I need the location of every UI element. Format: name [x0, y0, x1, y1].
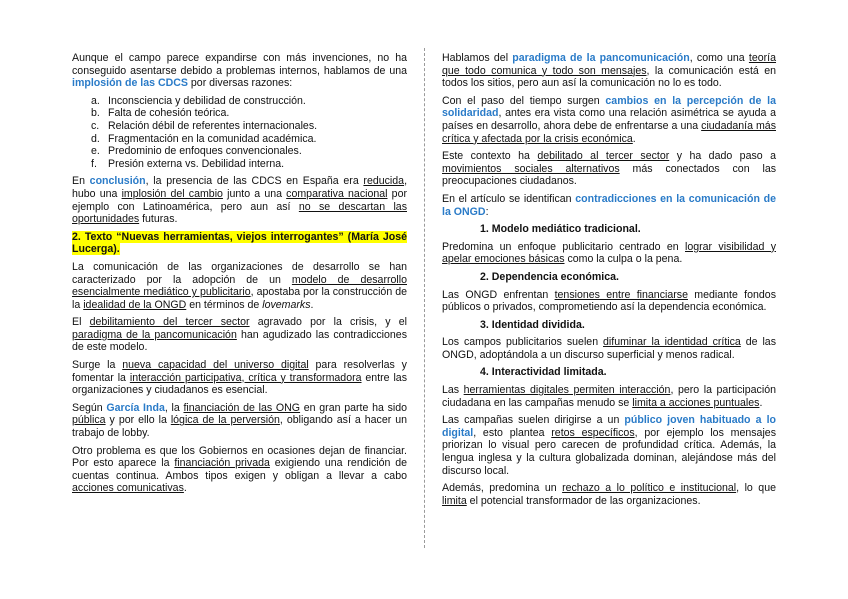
section-heading: 2. Texto “Nuevas herramientas, viejos interrogantes” (María José Lucerga).: [72, 230, 407, 256]
paragraph: La comunicación de las organizaciones de desarrollo se han caracterizado por la adopción de un modelo de desarrollo esencialmente mediático y publicitario, apostaba por la construcción de la idealidad de la ONGD en términos de lovemarks.: [72, 260, 408, 311]
right-column: [442, 52, 776, 512]
subheading: 3. Identidad dividida.: [480, 318, 585, 331]
keyword: contradicciones en la comunicación de la ONGD: [442, 192, 776, 218]
list-item: f. Presión externa vs. Debilidad interna.: [91, 157, 285, 170]
paragraph: Hablamos del paradigma de la pancomunicación, como una teoría que todo comunica y todo son mensajes, la comunicación está en todos los sitios, pero aun así la comunicación no lo es todo.: [442, 52, 777, 90]
list-item: d. Fragmentación en la comunidad académica.: [91, 132, 317, 145]
keyword: público joven habituado a lo digital: [442, 414, 776, 439]
subheading: 4. Interactividad limitada.: [480, 366, 607, 379]
reasons-list: [72, 95, 407, 171]
paragraph: Aunque el campo parece expandirse con más invenciones, no ha conseguido asentarse debido a problemas internos, hablamos de una implosión de las CDCS por diversas razones:: [72, 52, 407, 90]
list-item: c. Relación débil de referentes internacionales.: [91, 119, 318, 132]
paragraph: Las herramientas digitales permiten interacción, pero la participación ciudadana en las campañas menudo se limita a acciones puntuales.: [442, 384, 776, 409]
list-item: e. Predominio de enfoques convencionales.: [91, 145, 302, 158]
keyword: García Inda: [106, 401, 165, 414]
paragraph: En conclusión, la presencia de las CDCS en España era reducida, hubo una implosión del cambio junto a una comparativa nacional por ejemplo con Latinoamérica, pero aun así no se descartan las oportunidades futuras.: [72, 175, 408, 226]
paragraph: Las ONGD enfrentan tensiones entre financiarse mediante fondos públicos o privados, comprometiendo así la dependencia económica.: [442, 288, 776, 314]
keyword: paradigma de la pancomunicación: [512, 52, 690, 64]
keyword: conclusión: [89, 175, 146, 188]
paragraph: Surge la nueva capacidad del universo digital para resolverlas y fomentar la interacción participativa, crítica y transformadora entre las organizaciones y ciudadanos es esencial.: [72, 359, 407, 397]
left-column: [72, 52, 407, 500]
paragraph: Los campos publicitarios suelen difuminar la identidad crítica de las ONGD, adoptándola a un discurso superficial y menos radical.: [442, 336, 776, 361]
paragraph: Este contexto ha debilitado al tercer sector y ha dado paso a movimientos sociales alternativos más conectados con las preocupaciones ciudadanos.: [442, 150, 777, 188]
subheading: 1. Modelo mediático tradicional.: [480, 223, 641, 236]
paragraph: Con el paso del tiempo surgen cambios en la percepción de la solidaridad, antes era vista como una relación asimétrica se ayuda a países en desarrollo, ahora debe de enfrentarse a una ciudadanía más crítica y afectada por la crisis económica.: [442, 94, 776, 145]
list-item: b. Falta de cohesión teórica.: [91, 107, 230, 120]
paragraph: Además, predomina un rechazo a lo político e institucional, lo que limita el potencial transformador de las organizaciones.: [442, 482, 776, 507]
keyword: cambios en la percepción de la solidaridad: [442, 94, 776, 120]
paragraph: En el artículo se identifican contradicciones en la comunicación de la ONGD:: [442, 192, 776, 218]
paragraph: Predomina un enfoque publicitario centrado en lograr visibilidad y apelar emociones básicas como la culpa o la pena.: [442, 240, 776, 266]
subheading: 2. Dependencia económica.: [480, 270, 619, 283]
paragraph: Otro problema es que los Gobiernos en ocasiones dejan de financiar. Por esto aparece la financiación privada exigiendo una rendición de cuentas continua. Ambos tipos exigen y obligan a llevar a cabo acciones comunicativas.: [72, 444, 408, 495]
keyword: implosión de las CDCS: [72, 77, 188, 90]
paragraph: Las campañas suelen dirigirse a un público joven habituado a lo digital, esto plantea retos específicos, por ejemplo los mensajes priorizan lo visual pero carecen de profundidad crítica. Además, la lengua inglesa y la cultura globalizada dominan, alejándose más del discurso local.: [442, 414, 776, 477]
paragraph: El debilitamiento del tercer sector agravado por la crisis, y el paradigma de la pancomunicación han agudizado las contradicciones de este modelo.: [72, 316, 407, 354]
column-divider: [424, 48, 425, 548]
paragraph: Según García Inda, la financiación de las ONG en gran parte ha sido pública y por ello la lógica de la perversión, obligando así a hacer un trabajo de lobby.: [72, 401, 408, 440]
list-item: a. Inconsciencia y debilidad de construcción.: [91, 94, 306, 107]
